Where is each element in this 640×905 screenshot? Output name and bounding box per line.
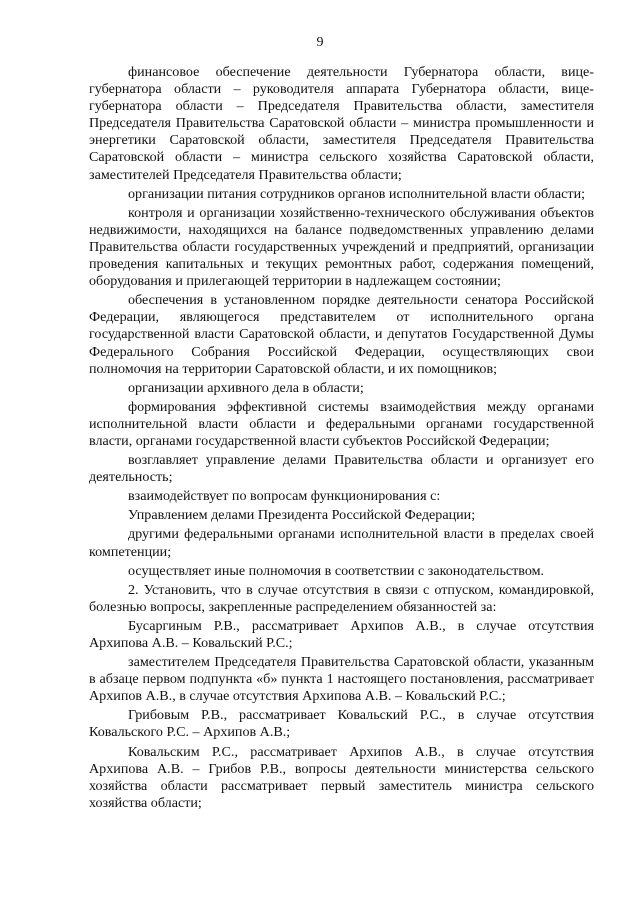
paragraph: взаимодействует по вопросам функционирования с: <box>128 488 441 505</box>
page-number: 9 <box>316 35 324 50</box>
document-body <box>89 64 594 814</box>
paragraph: другими федеральными органами исполнительной власти в пределах своей компетенции; <box>89 526 594 560</box>
paragraph: Ковальским Р.С., рассматривает Архипов А.В., в случае отсутствия Архипова А.В. – Грибов Р.В., вопросы деятельности министерства сельского хозяйства области рассматривает первый заместитель министра сельского хозяйства области; <box>89 743 594 811</box>
paragraph: возглавляет управление делами Правительства области и организует его деятельность; <box>89 452 594 486</box>
paragraph: организации архивного дела в области; <box>128 379 364 396</box>
paragraph: контроля и организации хозяйственно-технического обслуживания объектов недвижимости, находящихся на балансе подведомственных управлению делами Правительства области государственных учреждений и предприятий, организации проведения капитальных и текущих ремонтных работ, содержания помещений, оборудования и прилегающей территории в надлежащем состоянии; <box>89 204 594 290</box>
paragraph: заместителем Председателя Правительства Саратовской области, указанным в абзаце первом подпункта «б» пункта 1 настоящего постановления, рассматривает Архипов А.В., в случае отсутствия Архипова А.В. – Ковальский Р.С.; <box>89 654 594 705</box>
paragraph: финансовое обеспечение деятельности Губернатора области, вице-губернатора области – руководителя аппарата Губернатора области, вице-губернатора области – Председателя Правительства области, заместителя Председателя Правительства Саратовской области – министра промышленности и энергетики Саратовской области, заместителя Председателя Правительства Саратовской области – министра сельского хозяйства Саратовской области, заместителей Председателя Правительства области; <box>89 64 594 183</box>
paragraph: организации питания сотрудников органов исполнительной власти области; <box>128 185 586 202</box>
paragraph: Бусаргиным Р.В., рассматривает Архипов А.В., в случае отсутствия Архипова А.В. – Ковальский Р.С.; <box>89 617 594 651</box>
paragraph: Управлением делами Президента Российской Федерации; <box>128 507 476 524</box>
paragraph: осуществляет иные полномочия в соответствии с законодательством. <box>128 562 545 579</box>
paragraph: 2. Установить, что в случае отсутствия в связи с отпуском, командировкой, болезнью вопросы, закрепленные распределением обязанностей за: <box>89 581 594 615</box>
paragraph: Грибовым Р.В., рассматривает Ковальский Р.С., в случае отсутствия Ковальского Р.С. – Архипов А.В.; <box>89 707 594 741</box>
paragraph: обеспечения в установленном порядке деятельности сенатора Российской Федерации, являющегося представителем от исполнительного органа государственной власти Саратовской области, и депутатов Государственной Думы Федерального Собрания Российской Федерации, осуществляющих свои полномочия на территории Саратовской области, и их помощников; <box>89 292 594 377</box>
paragraph: формирования эффективной системы взаимодействия между органами исполнительной власти области и федеральными органами государственной власти, органами государственной власти субъектов Российской Федерации; <box>89 398 594 449</box>
